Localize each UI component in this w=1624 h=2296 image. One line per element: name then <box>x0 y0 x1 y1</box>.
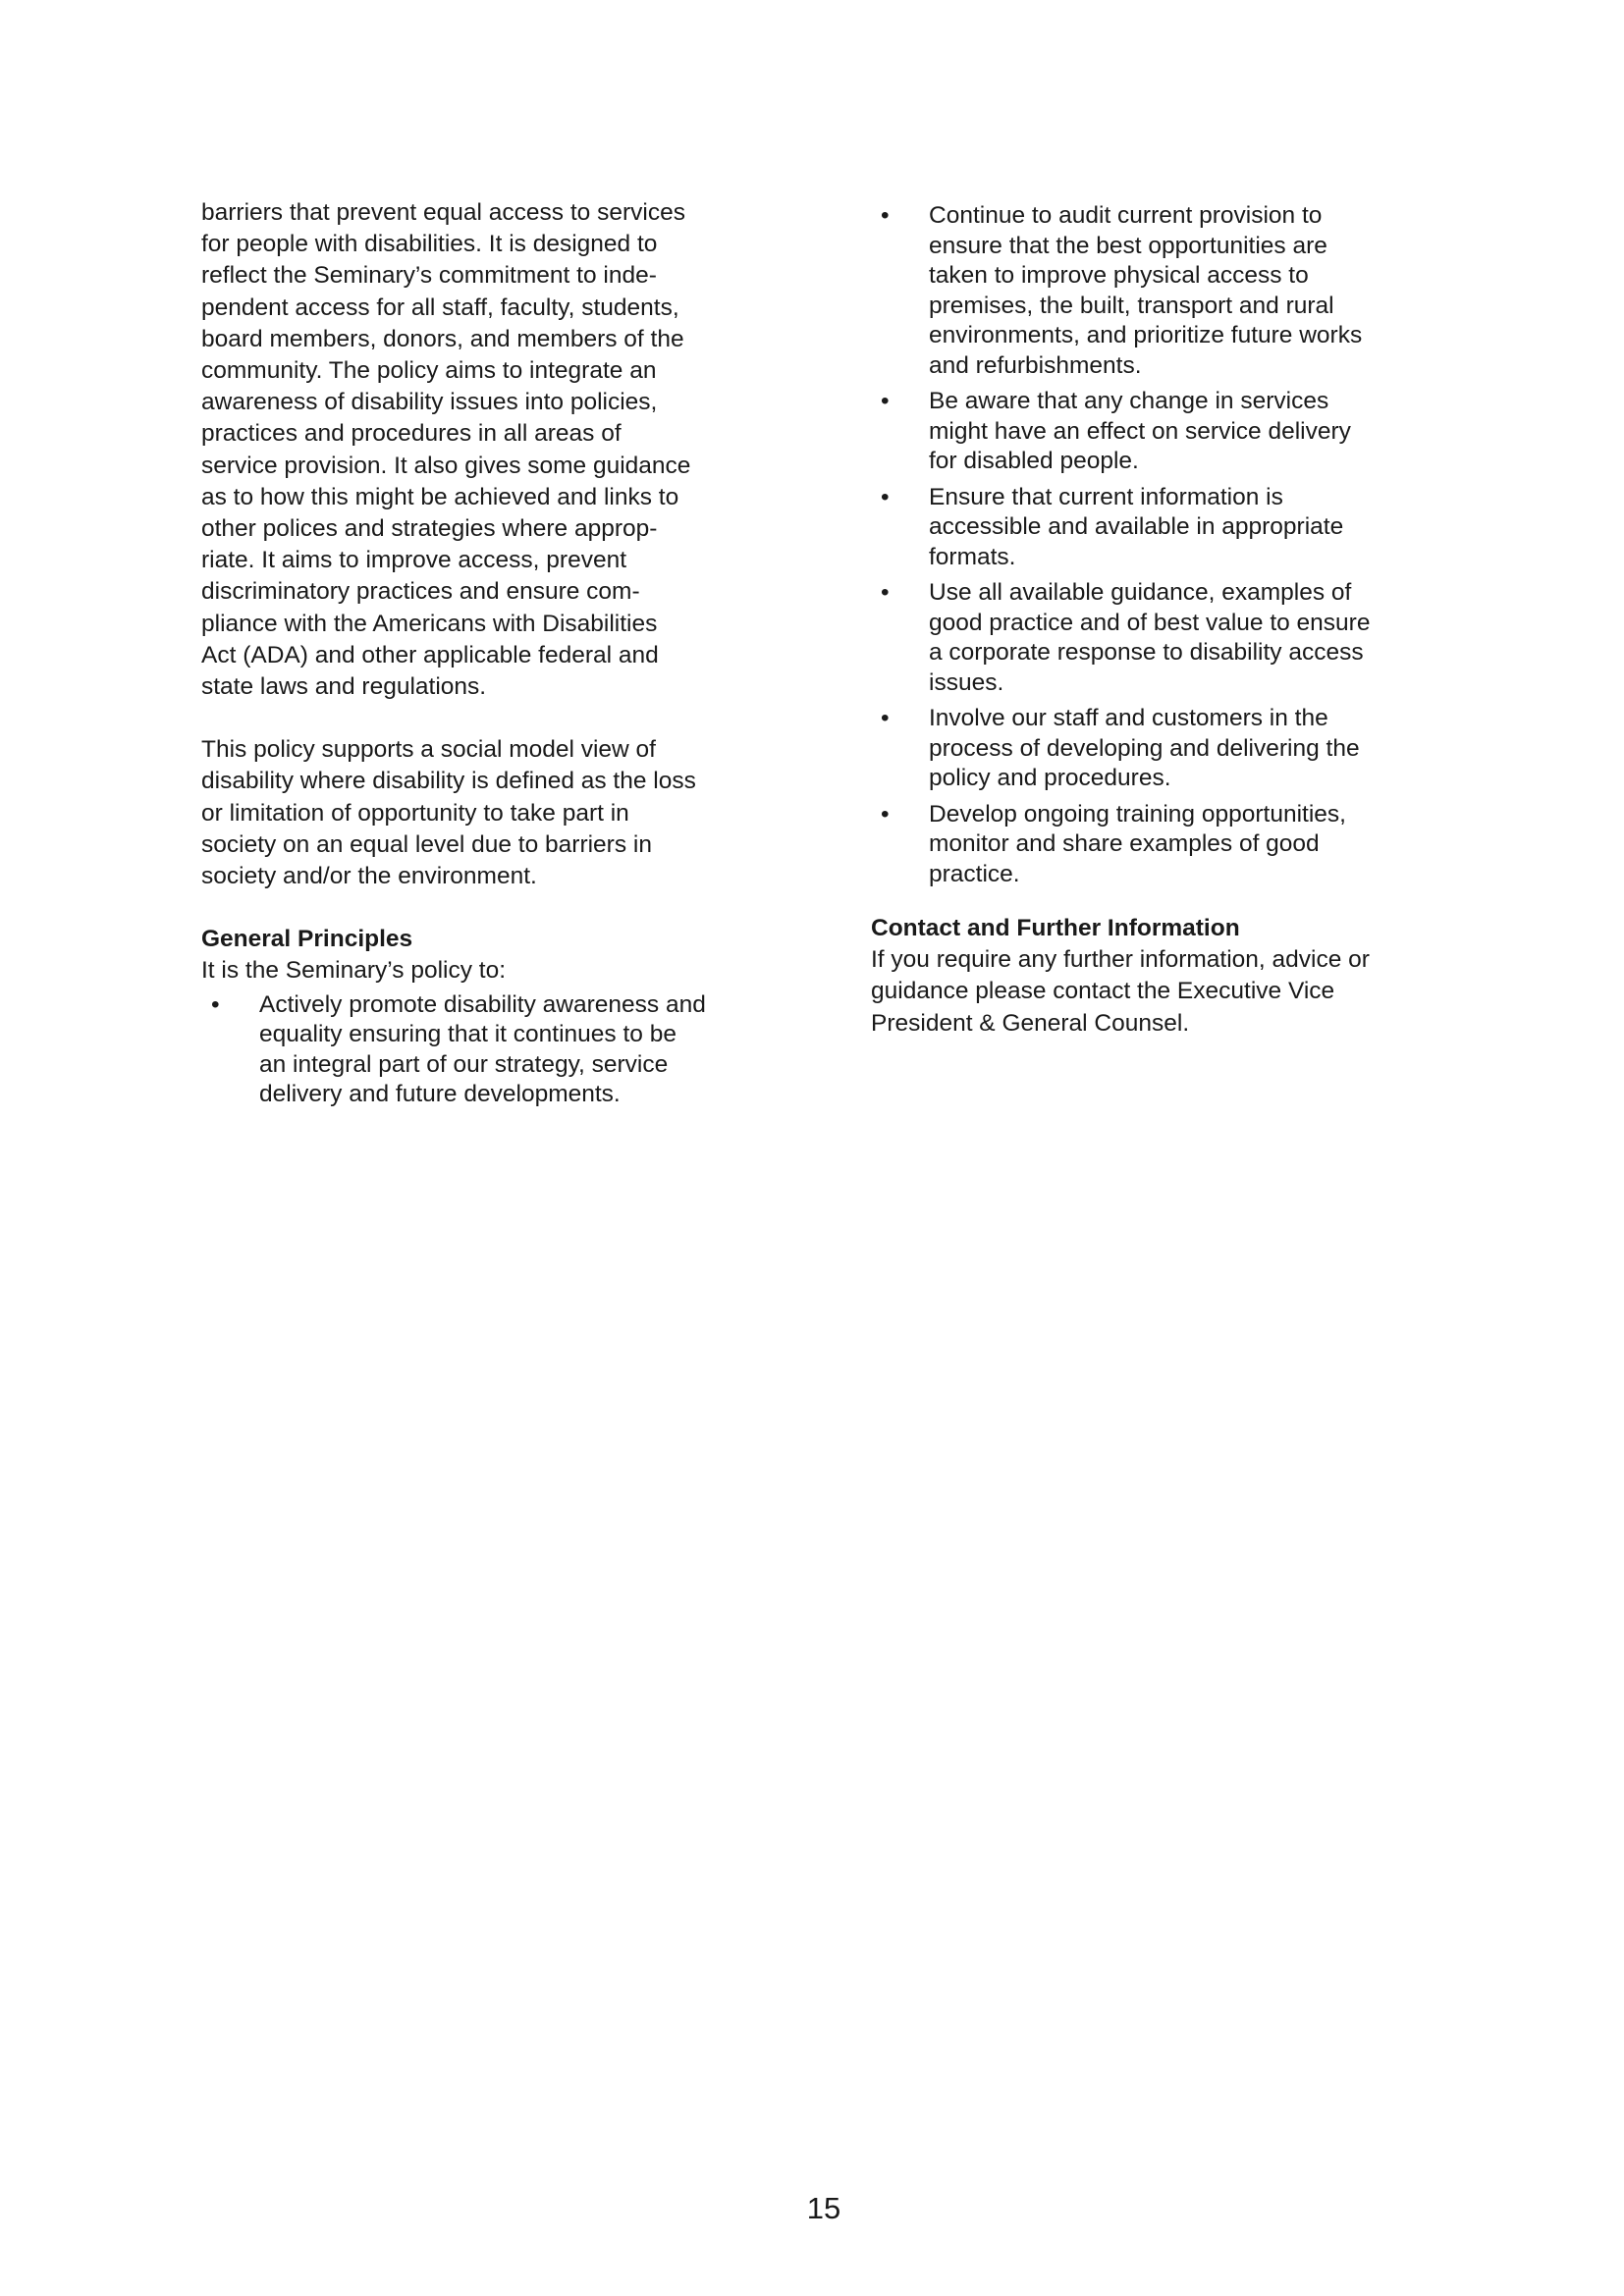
list-item-text: Be aware that any change in services might have an effect on service delivery for disabled people. <box>929 388 1351 474</box>
list-item <box>871 201 1450 381</box>
list-item-text: Use all available guidance, examples of good practice and of best value to ensure a corporate response to disability access issues. <box>929 579 1371 696</box>
list-item <box>201 990 781 1110</box>
bullet-icon: • <box>881 388 890 414</box>
list-item-text: Continue to audit current provision to ensure that the best opportunities are taken to improve physical access to premises, the built, transport and rural environments, and prioritize future works and refurbishments. <box>929 202 1363 379</box>
left-column <box>201 197 781 1110</box>
list-item <box>871 578 1450 698</box>
general-principles-list <box>201 990 781 1110</box>
right-column <box>871 197 1450 1040</box>
bullet-icon: • <box>881 579 890 606</box>
list-item <box>871 387 1450 477</box>
contact-heading: Contact and Further Information <box>871 915 1240 941</box>
list-item-text: Involve our staff and customers in the process of developing and delivering the policy and procedures. <box>929 705 1360 791</box>
intro-paragraph: barriers that prevent equal access to services for people with disabilities. It is designed to reflect the Seminary’s commitment to inde- pendent access for all staff, faculty, students, board members, donors, and members of the community. The policy aims to integrate an awareness of disability issues into policies, practices and procedures in all areas of service provision. It also gives some guidance as to how this might be achieved and links to other polices and strategies where approp- riate. It aims to improve access, prevent discriminatory practices and ensure com- pliance with the Americans with Disabilities Act (ADA) and other applicable federal and state laws and regulations. <box>201 199 691 701</box>
list-item <box>871 704 1450 794</box>
bullet-icon: • <box>881 202 890 229</box>
general-principles-heading: General Principles <box>201 926 413 953</box>
bullet-icon: • <box>881 483 890 510</box>
policy-list <box>871 201 1450 889</box>
bullet-icon: • <box>881 705 890 731</box>
list-item-text: Ensure that current information is accessible and available in appropriate formats. <box>929 483 1344 570</box>
contact-paragraph: If you require any further information, advice or guidance please contact the Executive Vice President & General Counsel. <box>871 946 1370 1037</box>
list-item <box>871 800 1450 890</box>
list-item <box>871 483 1450 573</box>
general-principles-intro: It is the Seminary’s policy to: <box>201 957 507 985</box>
page-number: 15 <box>806 2191 841 2225</box>
bullet-icon: • <box>211 990 220 1018</box>
list-item-text: Develop ongoing training opportunities, monitor and share examples of good practice. <box>929 800 1346 887</box>
bullet-icon: • <box>881 800 890 828</box>
list-item-text: Actively promote disability awareness and equality ensuring that it continues to be an integral part of our strategy, service delivery and future developments. <box>259 990 706 1108</box>
social-model-paragraph: This policy supports a social model view of disability where disability is defined as the loss or limitation of opportunity to take part in society on an equal level due to barriers in society and/or the environment. <box>201 736 696 890</box>
